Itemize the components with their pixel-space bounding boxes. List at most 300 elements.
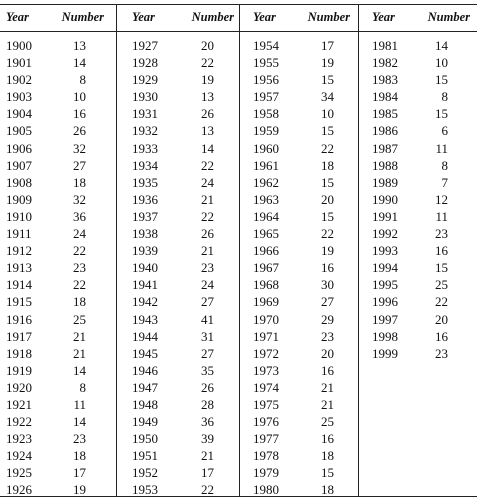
number-cell: 18 [73,294,86,310]
number-cell: 29 [321,311,334,327]
number-cell: 8 [79,379,86,395]
year-header: Year [253,10,276,24]
number-cell: 10 [435,55,448,71]
year-cell: 1960 [253,140,279,156]
year-cell: 1978 [253,448,279,464]
year-cell: 1937 [132,208,158,224]
year-cell: 1989 [372,174,398,190]
number-cell: 13 [73,38,86,53]
year-header: Year [6,10,29,24]
number-cell: 8 [441,157,448,173]
table-row [372,140,448,157]
table-row [253,345,334,362]
column-group [372,0,470,499]
number-cell: 18 [73,174,86,190]
year-cell: 1925 [6,465,32,481]
table-row [253,464,334,481]
number-cell: 16 [435,243,448,259]
table-row [372,191,448,208]
table-row [132,140,214,157]
table-row [6,396,86,413]
table-row [372,225,448,242]
year-cell: 1999 [372,345,398,361]
number-cell: 15 [321,123,334,139]
table-row [132,362,214,379]
year-cell: 1903 [6,89,32,105]
year-cell: 1959 [253,123,279,139]
year-cell: 1942 [132,294,158,310]
table-row [132,276,214,293]
number-cell: 11 [435,140,448,156]
table-row [132,105,214,122]
table-row [6,174,86,191]
table-row [132,328,214,345]
table-row [6,157,86,174]
number-cell: 22 [73,277,86,293]
number-cell: 35 [201,362,214,378]
number-cell: 19 [201,72,214,88]
number-cell: 27 [201,345,214,361]
year-cell: 1921 [6,396,32,412]
year-cell: 1951 [132,448,158,464]
number-cell: 14 [73,362,86,378]
year-cell: 1985 [372,106,398,122]
table-row [6,328,86,345]
year-cell: 1927 [132,38,158,53]
number-cell: 17 [201,465,214,481]
number-cell: 8 [441,89,448,105]
number-cell: 10 [321,106,334,122]
year-cell: 1987 [372,140,398,156]
year-cell: 1941 [132,277,158,293]
table-row [132,413,214,430]
table-row [132,191,214,208]
table-row [132,430,214,447]
number-cell: 8 [79,72,86,88]
number-cell: 16 [321,260,334,276]
year-cell: 1917 [6,328,32,344]
number-cell: 10 [73,89,86,105]
year-cell: 1966 [253,243,279,259]
year-cell: 1981 [372,38,398,53]
column-group [6,0,104,499]
table-row [6,54,86,71]
number-cell: 22 [201,482,214,498]
year-cell: 1955 [253,55,279,71]
number-cell: 26 [73,123,86,139]
year-cell: 1919 [6,362,32,378]
number-cell: 21 [321,396,334,412]
table-row [132,71,214,88]
number-header: Number [307,10,350,24]
table-row [132,88,214,105]
year-cell: 1912 [6,243,32,259]
table-row [372,157,448,174]
year-cell: 1976 [253,414,279,430]
table-row [6,464,86,481]
year-header: Year [132,10,155,24]
table-row [132,311,214,328]
table-row [132,464,214,481]
table-row [372,71,448,88]
year-cell: 1957 [253,89,279,105]
number-cell: 15 [321,72,334,88]
number-cell: 23 [73,431,86,447]
year-cell: 1984 [372,89,398,105]
table-row [6,379,86,396]
table-row [372,105,448,122]
year-cell: 1928 [132,55,158,71]
group-rows [253,37,334,499]
year-cell: 1922 [6,414,32,430]
table-row [132,225,214,242]
number-cell: 11 [435,208,448,224]
table-row [253,225,334,242]
number-cell: 21 [201,448,214,464]
number-cell: 24 [73,226,86,242]
table-row [253,157,334,174]
year-cell: 1918 [6,345,32,361]
number-header: Number [427,10,470,24]
table-row [253,447,334,464]
number-cell: 26 [201,379,214,395]
table-row [6,242,86,259]
table-row [253,293,334,310]
table-row [132,396,214,413]
number-cell: 25 [435,277,448,293]
number-cell: 25 [321,414,334,430]
column-group [132,0,234,499]
table-row [6,37,86,54]
year-cell: 1929 [132,72,158,88]
number-cell: 24 [201,277,214,293]
table-row [253,54,334,71]
number-cell: 15 [435,72,448,88]
table-row [6,276,86,293]
number-cell: 19 [73,482,86,498]
year-cell: 1908 [6,174,32,190]
table-row [372,122,448,139]
number-cell: 12 [435,191,448,207]
year-cell: 1936 [132,191,158,207]
number-cell: 19 [321,55,334,71]
number-cell: 22 [73,243,86,259]
table-row [132,157,214,174]
number-cell: 16 [73,106,86,122]
number-cell: 17 [321,38,334,53]
year-cell: 1979 [253,465,279,481]
number-cell: 15 [435,106,448,122]
number-cell: 14 [201,140,214,156]
year-cell: 1923 [6,431,32,447]
table-row [372,174,448,191]
table-row [132,379,214,396]
year-cell: 1995 [372,277,398,293]
column-divider [116,4,117,497]
table-row [253,191,334,208]
table-row [372,345,448,362]
year-cell: 1949 [132,414,158,430]
column-group [253,0,350,499]
year-cell: 1969 [253,294,279,310]
table-row [6,122,86,139]
number-cell: 13 [201,123,214,139]
year-cell: 1977 [253,431,279,447]
table-row [132,345,214,362]
table-row [372,88,448,105]
number-cell: 13 [201,89,214,105]
table-row [6,105,86,122]
table-row [6,191,86,208]
number-cell: 24 [201,174,214,190]
year-cell: 1953 [132,482,158,498]
year-cell: 1991 [372,208,398,224]
number-cell: 27 [321,294,334,310]
table-row [253,174,334,191]
year-cell: 1935 [132,174,158,190]
number-cell: 32 [73,191,86,207]
number-cell: 20 [321,191,334,207]
table-row [253,122,334,139]
year-cell: 1952 [132,465,158,481]
number-cell: 20 [201,38,214,53]
year-cell: 1954 [253,38,279,53]
year-header: Year [372,10,395,24]
table-row [372,311,448,328]
year-cell: 1958 [253,106,279,122]
number-cell: 26 [201,226,214,242]
table-row [253,430,334,447]
year-cell: 1975 [253,396,279,412]
table-row [253,362,334,379]
year-cell: 1901 [6,55,32,71]
year-cell: 1943 [132,311,158,327]
table-row [253,208,334,225]
number-cell: 41 [201,311,214,327]
year-cell: 1998 [372,328,398,344]
table-row [6,447,86,464]
table-row [253,413,334,430]
number-cell: 22 [321,140,334,156]
year-cell: 1965 [253,226,279,242]
year-cell: 1938 [132,226,158,242]
table-row [372,242,448,259]
number-cell: 32 [73,140,86,156]
table-row [132,242,214,259]
group-rows [6,37,86,499]
table-row [132,54,214,71]
year-cell: 1907 [6,157,32,173]
table-row [132,481,214,498]
year-cell: 1916 [6,311,32,327]
year-cell: 1939 [132,243,158,259]
year-cell: 1992 [372,226,398,242]
year-cell: 1930 [132,89,158,105]
year-cell: 1948 [132,396,158,412]
number-cell: 22 [201,208,214,224]
table-row [372,328,448,345]
year-cell: 1906 [6,140,32,156]
year-cell: 1915 [6,294,32,310]
table-row [253,311,334,328]
number-cell: 27 [201,294,214,310]
table-row [6,481,86,498]
number-cell: 21 [201,191,214,207]
table-row [6,362,86,379]
table-row [253,242,334,259]
number-cell: 39 [201,431,214,447]
year-cell: 1913 [6,260,32,276]
year-cell: 1964 [253,208,279,224]
year-cell: 1945 [132,345,158,361]
table-row [253,259,334,276]
number-cell: 23 [201,260,214,276]
number-cell: 36 [73,208,86,224]
year-cell: 1900 [6,38,32,53]
year-cell: 1961 [253,157,279,173]
year-cell: 1934 [132,157,158,173]
number-cell: 36 [201,414,214,430]
table-row [372,54,448,71]
year-cell: 1914 [6,277,32,293]
number-cell: 21 [73,345,86,361]
table-row [6,293,86,310]
year-cell: 1983 [372,72,398,88]
number-cell: 21 [73,328,86,344]
number-cell: 34 [321,89,334,105]
year-cell: 1971 [253,328,279,344]
year-cell: 1968 [253,277,279,293]
table-row [6,430,86,447]
table-row [6,311,86,328]
table-row [253,481,334,498]
year-cell: 1931 [132,106,158,122]
number-cell: 22 [435,294,448,310]
table-row [132,208,214,225]
year-cell: 1926 [6,482,32,498]
table-row [372,293,448,310]
year-cell: 1920 [6,379,32,395]
group-rows [132,37,214,499]
table-row [253,140,334,157]
number-cell: 15 [321,465,334,481]
number-cell: 14 [435,38,448,53]
number-cell: 27 [73,157,86,173]
table-row [6,259,86,276]
number-cell: 22 [201,157,214,173]
year-cell: 1963 [253,191,279,207]
year-cell: 1909 [6,191,32,207]
number-cell: 16 [321,362,334,378]
number-cell: 6 [441,123,448,139]
table-row [253,276,334,293]
year-cell: 1982 [372,55,398,71]
year-cell: 1947 [132,379,158,395]
year-cell: 1988 [372,157,398,173]
year-cell: 1996 [372,294,398,310]
table-row [372,276,448,293]
year-cell: 1911 [6,226,32,242]
table-row [372,259,448,276]
year-cell: 1997 [372,311,398,327]
table-row [132,174,214,191]
number-cell: 16 [435,328,448,344]
number-cell: 23 [435,345,448,361]
number-cell: 22 [201,55,214,71]
group-rows [372,37,448,362]
number-cell: 28 [201,396,214,412]
year-cell: 1944 [132,328,158,344]
number-cell: 26 [201,106,214,122]
year-cell: 1956 [253,72,279,88]
year-cell: 1950 [132,431,158,447]
table-row [132,122,214,139]
year-cell: 1990 [372,191,398,207]
table-row [253,105,334,122]
table-row [253,37,334,54]
year-cell: 1973 [253,362,279,378]
year-cell: 1905 [6,123,32,139]
number-cell: 31 [201,328,214,344]
year-cell: 1924 [6,448,32,464]
number-cell: 16 [321,431,334,447]
number-cell: 18 [321,448,334,464]
table-row [6,140,86,157]
number-cell: 21 [201,243,214,259]
number-cell: 18 [73,448,86,464]
table-row [132,293,214,310]
table-row [253,396,334,413]
number-cell: 14 [73,55,86,71]
table-row [372,37,448,54]
table-row [253,328,334,345]
table-row [253,88,334,105]
number-cell: 19 [321,243,334,259]
year-cell: 1962 [253,174,279,190]
number-cell: 11 [73,396,86,412]
column-divider [358,4,359,497]
number-cell: 15 [321,174,334,190]
number-cell: 23 [321,328,334,344]
table-row [6,88,86,105]
year-cell: 1940 [132,260,158,276]
number-cell: 7 [441,174,448,190]
year-cell: 1972 [253,345,279,361]
year-cell: 1932 [132,123,158,139]
number-cell: 25 [73,311,86,327]
number-cell: 20 [321,345,334,361]
table-row [132,259,214,276]
year-cell: 1974 [253,379,279,395]
number-cell: 18 [321,482,334,498]
year-cell: 1933 [132,140,158,156]
number-cell: 14 [73,414,86,430]
year-cell: 1986 [372,123,398,139]
table-row [372,208,448,225]
table-row [132,37,214,54]
year-cell: 1946 [132,362,158,378]
year-cell: 1967 [253,260,279,276]
table-row [6,71,86,88]
year-cell: 1994 [372,260,398,276]
year-cell: 1904 [6,106,32,122]
year-cell: 1993 [372,243,398,259]
table-row [6,208,86,225]
number-cell: 21 [321,379,334,395]
table-row [6,225,86,242]
table-row [6,413,86,430]
number-header: Number [191,10,234,24]
